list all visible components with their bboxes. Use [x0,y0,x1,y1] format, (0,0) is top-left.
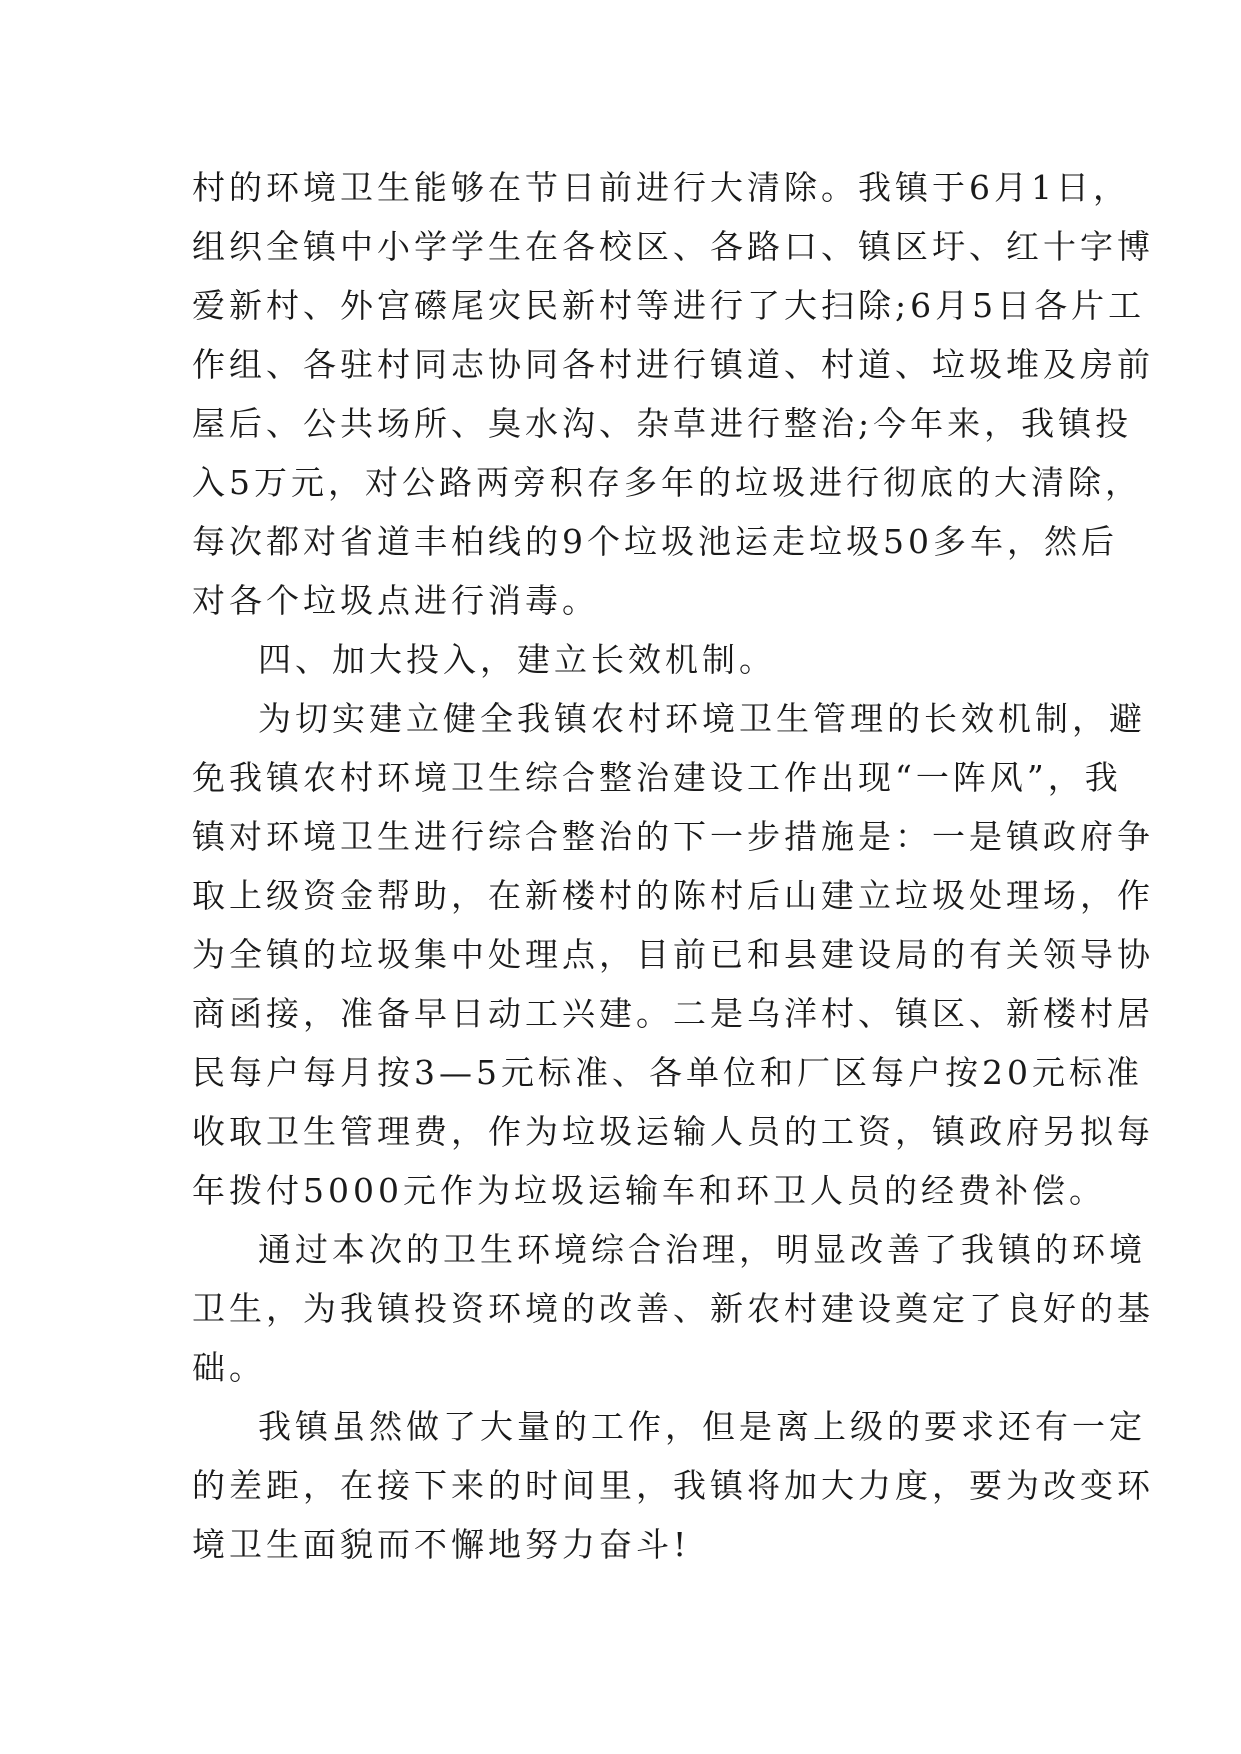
text-line: 免我镇农村环境卫生综合整治建设工作出现“一阵风”，我 [192,758,1122,797]
text-line: 收取卫生管理费，作为垃圾运输人员的工资，镇政府另拟每 [192,1112,1154,1151]
text-line: 村的环境卫生能够在节日前进行大清除。我镇于6月1日， [192,168,1130,207]
text-line: 为切实建立健全我镇农村环境卫生管理的长效机制，避 [258,699,1146,738]
text-line: 作组、各驻村同志协同各村进行镇道、村道、垃圾堆及房前 [192,345,1154,384]
text-line: 的差距，在接下来的时间里，我镇将加大力度，要为改变环 [192,1466,1154,1505]
text-line: 镇对环境卫生进行综合整治的下一步措施是：一是镇政府争 [192,817,1154,856]
text-line: 每次都对省道丰柏线的9个垃圾池运走垃圾50多车，然后 [192,522,1118,561]
body-text [192,158,1154,1574]
text-line: 入5万元，对公路两旁积存多年的垃圾进行彻底的大清除， [192,463,1142,502]
text-line: 我镇虽然做了大量的工作，但是离上级的要求还有一定 [258,1407,1146,1446]
text-line: 境卫生面貌而不懈地努力奋斗! [192,1525,691,1564]
text-line: 爱新村、外宫礤尾灾民新村等进行了大扫除;6月5日各片工 [192,286,1146,325]
text-line: 商函接，准备早日动工兴建。二是乌洋村、镇区、新楼村居 [192,994,1154,1033]
text-line: 为全镇的垃圾集中处理点，目前已和县建设局的有关领导协 [192,935,1154,974]
text-line: 屋后、公共场所、臭水沟、杂草进行整治;今年来，我镇投 [192,404,1133,443]
text-line: 民每户每月按3—5元标准、各单位和厂区每户按20元标准 [192,1053,1143,1092]
text-line: 组织全镇中小学学生在各校区、各路口、镇区圩、红十字博 [192,227,1154,266]
text-line: 对各个垃圾点进行消毒。 [192,581,599,620]
text-line: 通过本次的卫生环境综合治理，明显改善了我镇的环境 [258,1230,1146,1269]
text-line: 年拨付5000元作为垃圾运输车和环卫人员的经费补偿。 [192,1171,1106,1210]
text-line: 础。 [192,1348,266,1387]
section-heading: 四、加大投入，建立长效机制。 [258,640,776,679]
text-line: 卫生，为我镇投资环境的改善、新农村建设奠定了良好的基 [192,1289,1154,1328]
text-line: 取上级资金帮助，在新楼村的陈村后山建立垃圾处理场，作 [192,876,1154,915]
